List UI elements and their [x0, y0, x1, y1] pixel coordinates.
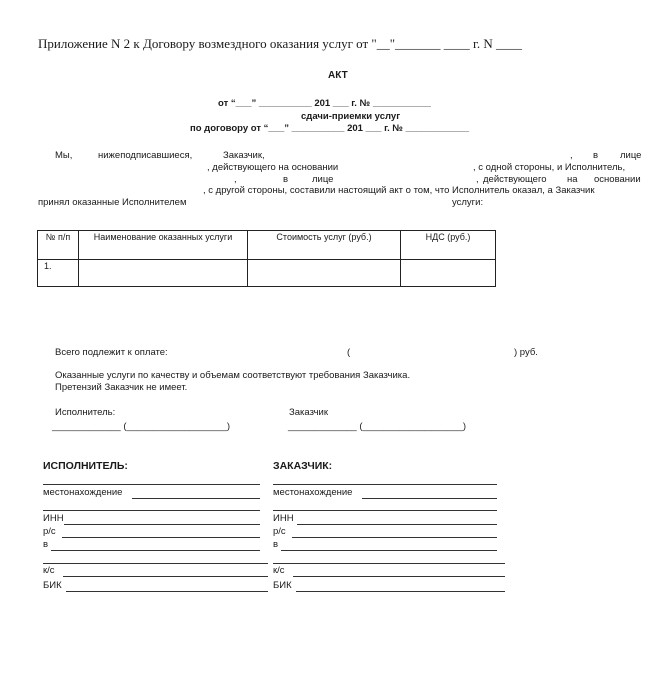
executor-rs-line[interactable] [62, 537, 260, 538]
executor-bik-line[interactable] [66, 591, 268, 592]
customer-bank-line-2[interactable] [273, 563, 505, 564]
customer-bik-label: БИК [273, 580, 292, 591]
executor-location-line[interactable] [132, 498, 260, 499]
row-number: 1. [38, 260, 79, 287]
customer-location-line[interactable] [362, 498, 497, 499]
preamble-on: на [567, 174, 578, 185]
preamble-line4: , с другой стороны, составили настоящий акт о том, что Исполнитель оказал, а Заказчик [203, 185, 595, 196]
executor-name-line[interactable] [43, 484, 260, 485]
preamble-acting-1: , действующего на основании [207, 162, 339, 173]
services-table [37, 230, 496, 287]
statement-line2: Претензий Заказчик не имеет. [55, 382, 188, 393]
preamble-in-2: в [283, 174, 289, 185]
customer-bank-line[interactable] [281, 550, 497, 551]
executor-location-label: местонахождение [43, 487, 123, 498]
header-cost: Стоимость услуг (руб.) [248, 231, 401, 260]
executor-bank-line[interactable] [51, 550, 260, 551]
act-title: АКТ [328, 70, 348, 81]
appendix-title: Приложение N 2 к Договору возмездного оказания услуг от "__"_______ ____ г. N ____ [38, 36, 523, 51]
executor-bank-line-2[interactable] [43, 563, 268, 564]
executor-extra-line[interactable] [43, 510, 260, 511]
table-header-row [38, 231, 496, 260]
customer-name-line[interactable] [273, 484, 497, 485]
header-vat: НДС (руб.) [401, 231, 496, 260]
header-service-name: Наименование оказанных услуги [79, 231, 248, 260]
customer-extra-line[interactable] [273, 510, 497, 511]
customer-location-label: местонахождение [273, 487, 353, 498]
executor-ks-label: к/с [43, 565, 55, 576]
act-subtitle: сдачи-приемки услуг [301, 111, 401, 122]
customer-sign-field[interactable]: _____________ (___________________) [288, 421, 467, 432]
payment-label: Всего подлежит к оплате: [55, 347, 168, 358]
executor-bik-label: БИК [43, 580, 62, 591]
customer-sign-label: Заказчик [289, 407, 329, 418]
executor-inn-line[interactable] [64, 524, 260, 525]
customer-ks-line[interactable] [293, 576, 505, 577]
act-date-line: от “___” __________ 201 ___ г. № ___________ [218, 98, 431, 109]
row-cost[interactable] [248, 260, 401, 287]
executor-rs-label: р/с [43, 526, 56, 537]
preamble-person-2: лице [312, 174, 334, 185]
preamble-in-1: в [593, 150, 599, 161]
contract-line: по договору от “___” __________ 201 ___ г. № ____________ [190, 123, 469, 134]
preamble-services: услуги: [452, 197, 484, 208]
customer-details-title: ЗАКАЗЧИК: [273, 460, 333, 472]
executor-details-title: ИСПОЛНИТЕЛЬ: [43, 460, 128, 472]
payment-open-paren: ( [347, 347, 351, 358]
executor-bank-label: в [43, 539, 49, 550]
customer-inn-label: ИНН [273, 513, 294, 524]
preamble-accepted: принял оказанные Исполнителем [38, 197, 187, 208]
preamble-basis: основании [594, 174, 641, 185]
row-vat[interactable] [401, 260, 496, 287]
preamble-comma-1: , [570, 150, 573, 161]
customer-rs-label: р/с [273, 526, 286, 537]
payment-close-paren: ) руб. [514, 347, 538, 358]
preamble-customer: Заказчик, [223, 150, 265, 161]
executor-sign-field[interactable]: _____________ (___________________) [52, 421, 231, 432]
customer-bank-label: в [273, 539, 279, 550]
executor-inn-label: ИНН [43, 513, 64, 524]
preamble-comma-2: , [234, 174, 237, 185]
preamble-we: Мы, [55, 150, 73, 161]
customer-rs-line[interactable] [292, 537, 497, 538]
preamble-comma-3: , [476, 174, 479, 185]
header-number: № п/п [38, 231, 79, 260]
executor-sign-label: Исполнитель: [55, 407, 116, 418]
customer-inn-line[interactable] [297, 524, 497, 525]
row-service-name[interactable] [79, 260, 248, 287]
customer-ks-label: к/с [273, 565, 285, 576]
table-row [38, 260, 496, 287]
preamble-person-1: лице [620, 150, 642, 161]
executor-ks-line[interactable] [63, 576, 268, 577]
customer-bik-line[interactable] [296, 591, 505, 592]
preamble-acting-2: действующего [483, 174, 547, 185]
preamble-undersigned: нижеподписавшиеся, [98, 150, 193, 161]
preamble-side: , с одной стороны, и Исполнитель, [473, 162, 626, 173]
statement-line1: Оказанные услуги по качеству и объемам соответствуют требования Заказчика. [55, 370, 411, 381]
